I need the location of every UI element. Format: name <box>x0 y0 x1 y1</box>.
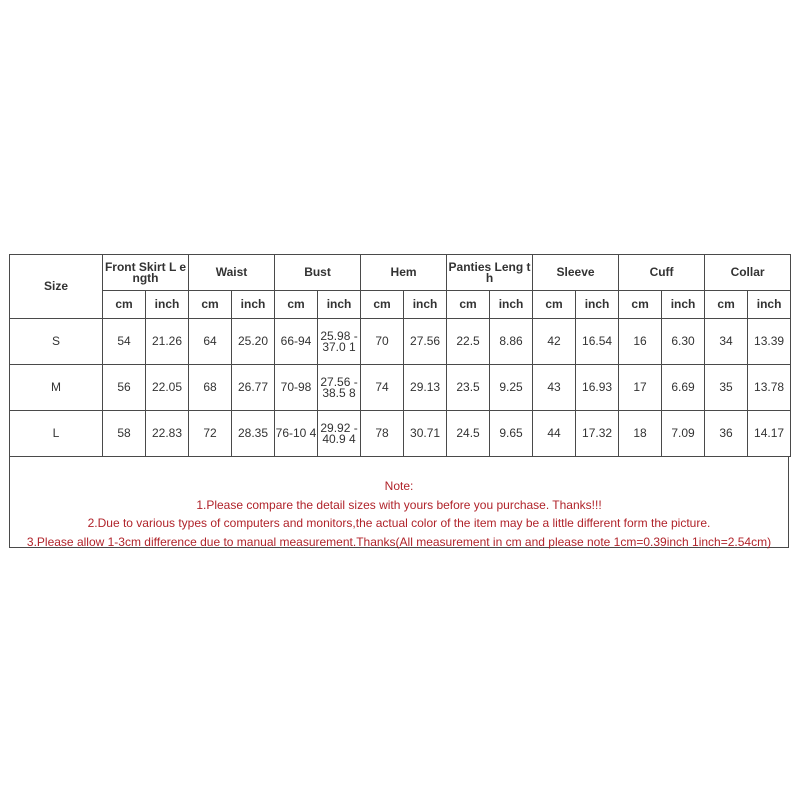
table-cell: 7.09 <box>662 411 705 457</box>
table-cell: 27.56 <box>404 319 447 365</box>
size-cell: L <box>10 411 103 457</box>
table-cell: 26.77 <box>232 365 275 411</box>
table-cell: 17.32 <box>576 411 619 457</box>
header-hem: Hem <box>361 255 447 291</box>
size-cell: S <box>10 319 103 365</box>
table-cell: 25.20 <box>232 319 275 365</box>
unit-inch: inch <box>318 291 361 319</box>
table-cell: 74 <box>361 365 404 411</box>
table-cell: 23.5 <box>447 365 490 411</box>
table-cell: 22.05 <box>146 365 189 411</box>
table-cell: 27.56 -38.5 8 <box>318 365 361 411</box>
unit-inch: inch <box>576 291 619 319</box>
table-cell: 72 <box>189 411 232 457</box>
table-cell: 34 <box>705 319 748 365</box>
table-cell: 28.35 <box>232 411 275 457</box>
header-sleeve: Sleeve <box>533 255 619 291</box>
unit-inch: inch <box>146 291 189 319</box>
table-cell: 54 <box>103 319 146 365</box>
unit-inch: inch <box>490 291 533 319</box>
unit-inch: inch <box>404 291 447 319</box>
size-chart <box>9 254 791 548</box>
table-row <box>10 365 791 411</box>
table-cell: 18 <box>619 411 662 457</box>
table-cell: 70-98 <box>275 365 318 411</box>
table-cell: 13.39 <box>748 319 791 365</box>
unit-cm: cm <box>619 291 662 319</box>
table-cell: 30.71 <box>404 411 447 457</box>
table-cell: 76-10 4 <box>275 411 318 457</box>
table-cell: 17 <box>619 365 662 411</box>
table-cell: 43 <box>533 365 576 411</box>
unit-inch: inch <box>662 291 705 319</box>
unit-cm: cm <box>103 291 146 319</box>
header-front-skirt-length: Front Skirt L ength <box>103 255 189 291</box>
table-cell: 25.98 -37.0 1 <box>318 319 361 365</box>
unit-inch: inch <box>232 291 275 319</box>
table-cell: 35 <box>705 365 748 411</box>
table-cell: 68 <box>189 365 232 411</box>
table-cell: 8.86 <box>490 319 533 365</box>
table-row <box>10 319 791 365</box>
table-cell: 14.17 <box>748 411 791 457</box>
unit-cm: cm <box>705 291 748 319</box>
table-cell: 16.93 <box>576 365 619 411</box>
table-cell: 66-94 <box>275 319 318 365</box>
table-cell: 36 <box>705 411 748 457</box>
size-table <box>9 254 791 457</box>
table-cell: 58 <box>103 411 146 457</box>
table-cell: 9.65 <box>490 411 533 457</box>
table-cell: 29.92 -40.9 4 <box>318 411 361 457</box>
header-panties-length: Panties Leng th <box>447 255 533 291</box>
table-row <box>10 411 791 457</box>
note-line-3: 3.Please allow 1-3cm difference due to manual measurement.Thanks(All measurement in cm and please note 1cm=0.39inch 1inch=2.54cm) <box>26 534 772 549</box>
table-cell: 78 <box>361 411 404 457</box>
header-bust: Bust <box>275 255 361 291</box>
table-cell: 9.25 <box>490 365 533 411</box>
size-cell: M <box>10 365 103 411</box>
unit-cm: cm <box>533 291 576 319</box>
notes-title: Note: <box>384 479 414 493</box>
table-cell: 56 <box>103 365 146 411</box>
unit-cm: cm <box>447 291 490 319</box>
note-line-2: 2.Due to various types of computers and monitors,the actual color of the item may be a little different form the picture. <box>87 516 711 530</box>
unit-cm: cm <box>275 291 318 319</box>
table-cell: 16 <box>619 319 662 365</box>
unit-cm: cm <box>361 291 404 319</box>
note-line-1: 1.Please compare the detail sizes with yours before you purchase. Thanks!!! <box>196 497 602 512</box>
table-cell: 6.30 <box>662 319 705 365</box>
table-cell: 29.13 <box>404 365 447 411</box>
table-cell: 13.78 <box>748 365 791 411</box>
table-cell: 44 <box>533 411 576 457</box>
header-cuff: Cuff <box>619 255 705 291</box>
table-cell: 42 <box>533 319 576 365</box>
table-cell: 6.69 <box>662 365 705 411</box>
unit-cm: cm <box>189 291 232 319</box>
unit-inch: inch <box>748 291 791 319</box>
table-cell: 16.54 <box>576 319 619 365</box>
notes-section <box>9 457 789 548</box>
table-cell: 70 <box>361 319 404 365</box>
table-cell: 21.26 <box>146 319 189 365</box>
size-header: Size <box>10 255 103 319</box>
table-cell: 22.83 <box>146 411 189 457</box>
table-cell: 64 <box>189 319 232 365</box>
table-cell: 22.5 <box>447 319 490 365</box>
header-waist: Waist <box>189 255 275 291</box>
table-cell: 24.5 <box>447 411 490 457</box>
header-collar: Collar <box>705 255 791 291</box>
